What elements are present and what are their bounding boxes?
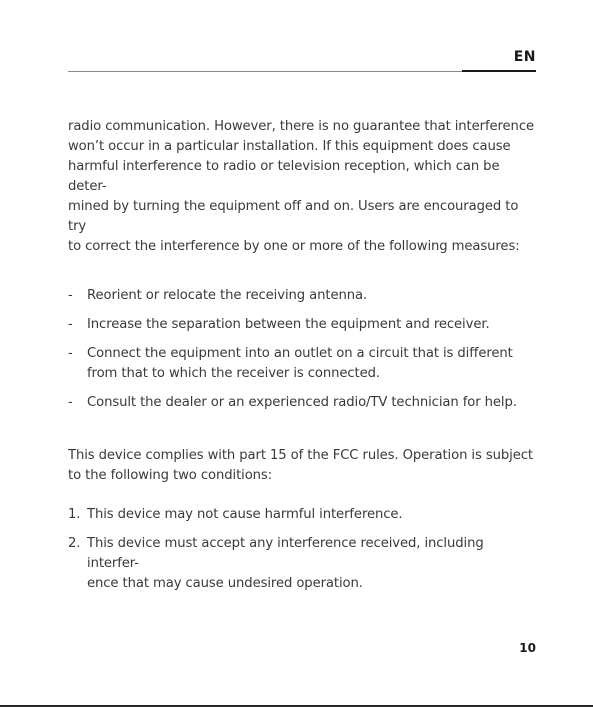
text-line: Reorient or relocate the receiving antenna. [87,288,368,303]
number-mark: 1. [68,507,81,522]
page-number: 10 [519,641,536,655]
text-line: radio communication. However, there is no guarantee that interference [68,119,534,134]
text-line: mined by turning the equipment off and on. Users are encouraged to try [68,199,519,234]
compliance-paragraph [68,446,538,486]
text-line: harmful interference to radio or television reception, which can be deter- [68,159,500,194]
bullet-mark: - [68,395,73,410]
header-divider-accent [462,70,536,72]
bullet-mark: - [68,288,73,303]
text-line: to the following two conditions: [68,468,273,483]
text-line: from that to which the receiver is connected. [87,366,381,381]
list-item [68,315,538,335]
text-line: This device complies with part 15 of the FCC rules. Operation is subject [68,448,533,463]
text-line: This device may not cause harmful interference. [87,507,403,522]
page-body [68,117,538,603]
bullet-mark: - [68,317,73,332]
conditions-list [68,505,538,594]
bullet-mark: - [68,346,73,361]
list-item [68,393,538,413]
list-item [68,505,538,525]
text-line: Consult the dealer or an experienced radio/TV technician for help. [87,395,517,410]
text-line: This device must accept any interference received, including interfer- [87,536,484,571]
list-item [68,286,538,306]
text-line: to correct the interference by one or more of the following measures: [68,239,520,254]
text-line: ence that may cause undesired operation. [87,576,363,591]
list-item [68,344,538,384]
text-line: Connect the equipment into an outlet on a circuit that is different [87,346,513,361]
text-line: won’t occur in a particular installation. If this equipment does cause [68,139,511,154]
measures-list [68,286,538,413]
language-label: EN [513,49,536,65]
intro-paragraph [68,117,538,257]
list-item [68,534,538,594]
text-line: Increase the separation between the equipment and receiver. [87,317,490,332]
number-mark: 2. [68,536,81,551]
